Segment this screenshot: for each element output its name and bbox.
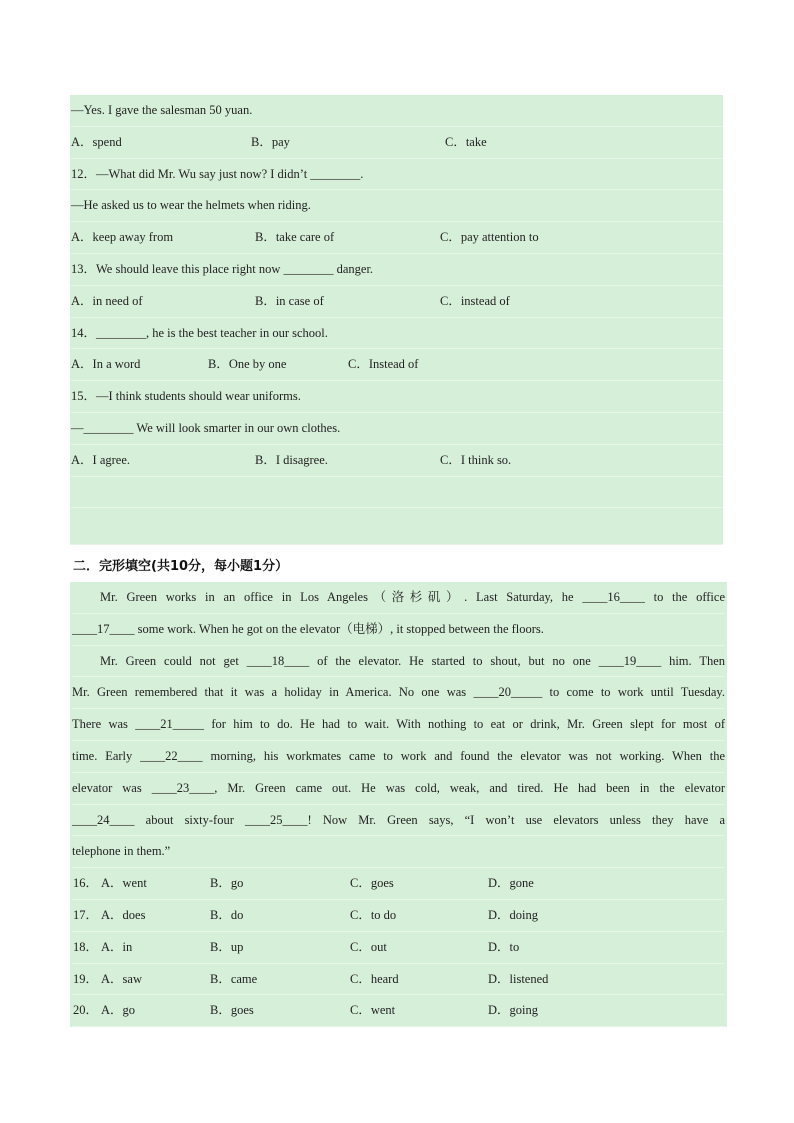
option-b[interactable]: B．One by one	[208, 357, 287, 372]
passage-line: Mr. Green could not get ____18____ of the elevator. He started to shout, but no one ____19____ him. Then	[72, 646, 725, 678]
option-a[interactable]: A．go	[101, 1003, 136, 1018]
option-a[interactable]: A．went	[101, 876, 147, 891]
empty-row	[70, 477, 723, 509]
option-b[interactable]: B．pay	[251, 134, 290, 149]
question-16	[72, 868, 725, 900]
option-a[interactable]: A．saw	[101, 971, 142, 986]
option-b[interactable]: B．do	[210, 907, 244, 922]
option-b[interactable]: B．came	[210, 971, 258, 986]
empty-row	[70, 508, 723, 545]
options-row-q13	[70, 286, 723, 318]
options-row-q11	[70, 127, 723, 159]
option-d[interactable]: D．to	[488, 939, 520, 954]
option-a[interactable]: A．in	[101, 939, 133, 954]
option-d[interactable]: D．gone	[488, 876, 534, 891]
options-row-q12	[70, 222, 723, 254]
section-heading: 二．完形填空(共10分，每小题1分）	[73, 559, 289, 574]
question-12: 12．—What did Mr. Wu say just now? I didn’t ________.	[70, 159, 723, 191]
option-b[interactable]: B．take care of	[255, 230, 335, 245]
option-c[interactable]: C．to do	[350, 907, 397, 922]
passage-line: Mr. Green works in an office in Los Angeles（洛杉矶）. Last Saturday, he ____16____ to the office	[72, 582, 725, 614]
option-d[interactable]: D．listened	[488, 971, 549, 986]
option-d[interactable]: D．doing	[488, 907, 539, 922]
option-a[interactable]: A．In a word	[71, 357, 141, 372]
option-d[interactable]: D．going	[488, 1003, 539, 1018]
question-number: 18．	[73, 939, 99, 954]
option-a[interactable]: A．spend	[71, 134, 122, 149]
option-a[interactable]: A．in need of	[71, 293, 143, 308]
passage-line: elevator was ____23____, Mr. Green came out. He was cold, weak, and tired. He had been in the elevator	[72, 773, 725, 805]
passage-line: Mr. Green remembered that it was a holiday in America. No one was ____20_____ to come to work until Tuesday.	[72, 677, 725, 709]
option-b[interactable]: B．I disagree.	[255, 452, 328, 467]
passage-line: ____24____ about sixty-four ____25____! Now Mr. Green says, “I won’t use elevators unless they have a	[72, 805, 725, 837]
section1-block	[70, 95, 723, 545]
option-a[interactable]: A．keep away from	[71, 230, 174, 245]
passage-line: There was ____21_____ for him to do. He had to wait. With nothing to eat or drink, Mr. Green slept for most of	[72, 709, 725, 741]
passage-line: telephone in them.”	[72, 836, 725, 868]
option-c[interactable]: C．goes	[350, 876, 394, 891]
option-b[interactable]: B．go	[210, 876, 244, 891]
option-c[interactable]: C．Instead of	[348, 357, 419, 372]
option-c[interactable]: C．out	[350, 939, 387, 954]
question-14: 14．________, he is the best teacher in our school.	[70, 318, 723, 350]
dialogue-line: —Yes. I gave the salesman 50 yuan.	[70, 95, 723, 127]
option-b[interactable]: B．up	[210, 939, 244, 954]
question-13: 13．We should leave this place right now ________ danger.	[70, 254, 723, 286]
dialogue-line: —________ We will look smarter in our own clothes.	[70, 413, 723, 445]
question-19	[72, 964, 725, 996]
option-c[interactable]: C．heard	[350, 971, 399, 986]
option-a[interactable]: A．I agree.	[71, 452, 130, 467]
option-a[interactable]: A．does	[101, 907, 146, 922]
option-b[interactable]: B．in case of	[255, 293, 324, 308]
question-number: 19．	[73, 971, 99, 986]
question-17	[72, 900, 725, 932]
option-c[interactable]: C．pay attention to	[440, 230, 539, 245]
option-c[interactable]: C．take	[445, 134, 487, 149]
question-number: 20．	[73, 1003, 99, 1018]
question-18	[72, 932, 725, 964]
options-row-q15	[70, 445, 723, 477]
options-row-q14	[70, 349, 723, 381]
option-c[interactable]: C．instead of	[440, 293, 510, 308]
dialogue-line: —He asked us to wear the helmets when riding.	[70, 190, 723, 222]
question-number: 17．	[73, 907, 99, 922]
option-c[interactable]: C．I think so.	[440, 452, 512, 467]
passage-line: ____17____ some work. When he got on the elevator（电梯）, it stopped between the floors.	[72, 614, 725, 646]
question-15: 15．—I think students should wear uniforms.	[70, 381, 723, 413]
section2-block	[70, 582, 727, 1027]
option-c[interactable]: C．went	[350, 1003, 396, 1018]
question-number: 16．	[73, 876, 99, 891]
option-b[interactable]: B．goes	[210, 1003, 254, 1018]
passage-line: time. Early ____22____ morning, his workmates came to work and found the elevator was not working. When the	[72, 741, 725, 773]
question-20	[72, 995, 725, 1027]
